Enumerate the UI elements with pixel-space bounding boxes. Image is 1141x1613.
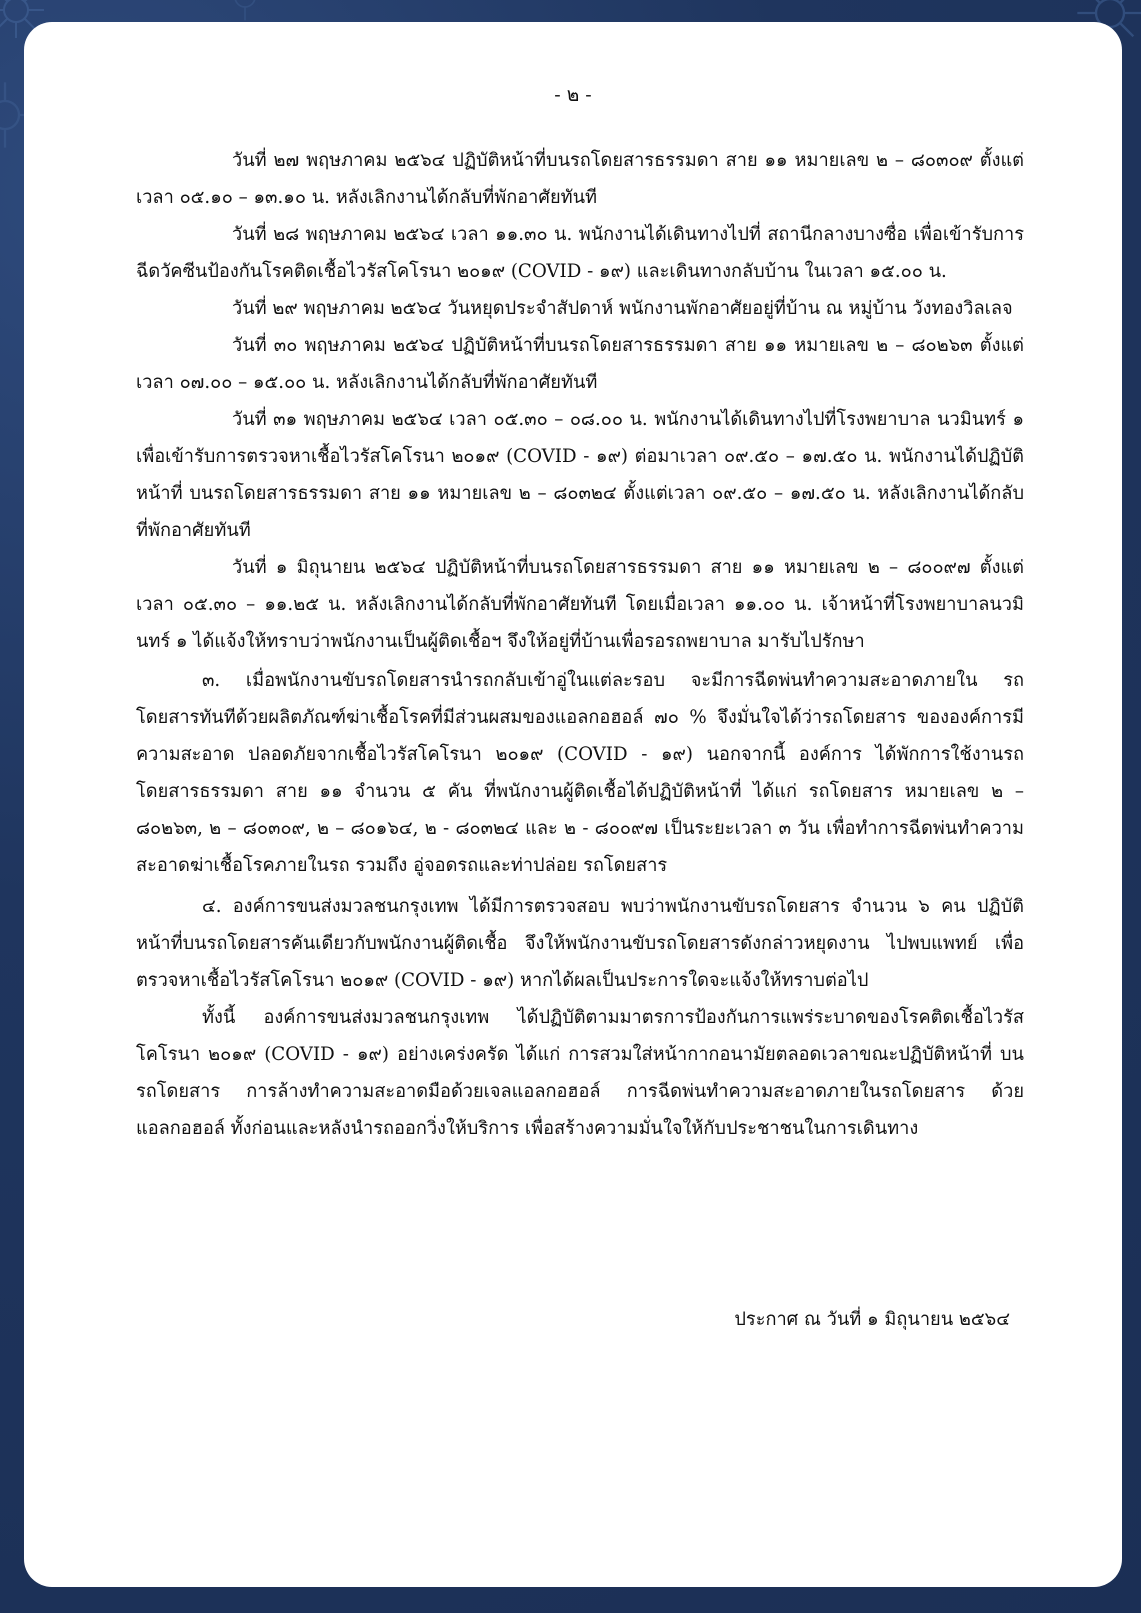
document-page [24, 22, 1122, 1587]
paragraph-may-30: วันที่ ๓๐ พฤษภาคม ๒๕๖๔ ปฏิบัติหน้าที่บนรถโดยสารธรรมดา สาย ๑๑ หมายเลข ๒ – ๘๐๒๖๓ ตั้งแต่เวลา ๐๗.๐๐ – ๑๕.๐๐ น. หลังเลิกงานได้กลับที่พักอาศัยทันที [136, 335, 1024, 393]
paragraph-section-4: ๔. องค์การขนส่งมวลชนกรุงเทพ ได้มีการตรวจสอบ พบว่าพนักงานขับรถโดยสาร จำนวน ๖ คน ปฏิบัติหน้าที่บนรถโดยสารคันเดียวกับพนักงานผู้ติดเชื้อ จึงให้พนักงานขับรถโดยสารดังกล่าวหยุดงาน ไปพบแพทย์ เพื่อตรวจหาเชื้อไวรัสโคโรนา ๒๐๑๙ (COVID - ๑๙) หากได้ผลเป็นประการใดจะแจ้งให้ทราบต่อไป [136, 896, 1024, 991]
paragraph-section-3: ๓. เมื่อพนักงานขับรถโดยสารนำรถกลับเข้าอู่ในแต่ละรอบ จะมีการฉีดพ่นทำความสะอาดภายใน รถโดยสารทันทีด้วยผลิตภัณฑ์ฆ่าเชื้อโรคที่มีส่วนผสมของแอลกอฮอล์ ๗๐ % จึงมั่นใจได้ว่ารถโดยสาร ขององค์การมีความสะอาด ปลอดภัยจากเชื้อไวรัสโคโรนา ๒๐๑๙ (COVID - ๑๙) นอกจากนี้ องค์การ ได้พักการใช้งานรถโดยสารธรรมดา สาย ๑๑ จำนวน ๕ คัน ที่พนักงานผู้ติดเชื้อได้ปฏิบัติหน้าที่ ได้แก่ รถโดยสาร หมายเลข ๒ – ๘๐๒๖๓, ๒ – ๘๐๓๐๙, ๒ – ๘๐๑๖๔, ๒ - ๘๐๓๒๔ และ ๒ - ๘๐๐๙๗ เป็นระยะเวลา ๓ วัน เพื่อทำการฉีดพ่นทำความสะอาดฆ่าเชื้อโรคภายในรถ รวมถึง อู่จอดรถและท่าปล่อย รถโดยสาร [136, 670, 1024, 876]
virus-icon [220, 0, 270, 22]
paragraph-may-27: วันที่ ๒๗ พฤษภาคม ๒๕๖๔ ปฏิบัติหน้าที่บนรถโดยสารธรรมดา สาย ๑๑ หมายเลข ๒ – ๘๐๓๐๙ ตั้งแต่เวลา ๐๕.๑๐ – ๑๓.๑๐ น. หลังเลิกงานได้กลับที่พักอาศัยทันที [136, 150, 1024, 208]
document-body [136, 142, 1024, 1147]
paragraph-june-1: วันที่ ๑ มิถุนายน ๒๕๖๔ ปฏิบัติหน้าที่บนรถโดยสารธรรมดา สาย ๑๑ หมายเลข ๒ – ๘๐๐๙๗ ตั้งแต่เวลา ๐๕.๓๐ – ๑๑.๒๕ น. หลังเลิกงานได้กลับที่พักอาศัยทันที โดยเมื่อเวลา ๑๑.๐๐ น. เจ้าหน้าที่โรงพยาบาลนวมินทร์ ๑ ได้แจ้งให้ทราบว่าพนักงานเป็นผู้ติดเชื้อฯ จึงให้อยู่ที่บ้านเพื่อรอรถพยาบาล มารับไปรักษา [136, 557, 1024, 652]
paragraph-may-28: วันที่ ๒๘ พฤษภาคม ๒๕๖๔ เวลา ๑๑.๓๐ น. พนักงานได้เดินทางไปที่ สถานีกลางบางซื่อ เพื่อเข้ารับการฉีดวัคซีนป้องกันโรคติดเชื้อไวรัสโคโรนา ๒๐๑๙ (COVID - ๑๙) และเดินทางกลับบ้าน ในเวลา ๑๕.๐๐ น. [136, 224, 1024, 282]
announcement-date: ประกาศ ณ วันที่ ๑ มิถุนายน ๒๕๖๔ [734, 1309, 1010, 1330]
paragraph-may-31: วันที่ ๓๑ พฤษภาคม ๒๕๖๔ เวลา ๐๕.๓๐ – ๐๘.๐๐ น. พนักงานได้เดินทางไปที่โรงพยาบาล นวมินทร์ ๑ เพื่อเข้ารับการตรวจหาเชื้อไวรัสโคโรนา ๒๐๑๙ (COVID - ๑๙) ต่อมาเวลา ๐๙.๕๐ – ๑๗.๕๐ น. พนักงานได้ปฏิบัติหน้าที่ บนรถโดยสารธรรมดา สาย ๑๑ หมายเลข ๒ – ๘๐๓๒๔ ตั้งแต่เวลา ๐๙.๕๐ – ๑๗.๕๐ น. หลังเลิกงานได้กลับที่พักอาศัยทันที [136, 409, 1024, 541]
page-number: - ๒ - [554, 84, 592, 106]
paragraph-may-29: วันที่ ๒๙ พฤษภาคม ๒๕๖๔ วันหยุดประจำสัปดาห์ พนักงานพักอาศัยอยู่ที่บ้าน ณ หมู่บ้าน วังทองวิลเลจ [232, 298, 1013, 319]
paragraph-measures: ทั้งนี้ องค์การขนส่งมวลชนกรุงเทพ ได้ปฏิบัติตามมาตรการป้องกันการแพร่ระบาดของโรคติดเชื้อไวรัส โคโรนา ๒๐๑๙ (COVID - ๑๙) อย่างเคร่งครัด ได้แก่ การสวมใส่หน้ากากอนามัยตลอดเวลาขณะปฏิบัติหน้าที่ บนรถโดยสาร การล้างทำความสะอาดมือด้วยเจลแอลกอฮอล์ การฉีดพ่นทำความสะอาดภายในรถโดยสาร ด้วยแอลกอฮอล์ ทั้งก่อนและหลังนำรถออกวิ่งให้บริการ เพื่อสร้างความมั่นใจให้กับประชาชนในการเดินทาง [136, 1007, 1024, 1139]
